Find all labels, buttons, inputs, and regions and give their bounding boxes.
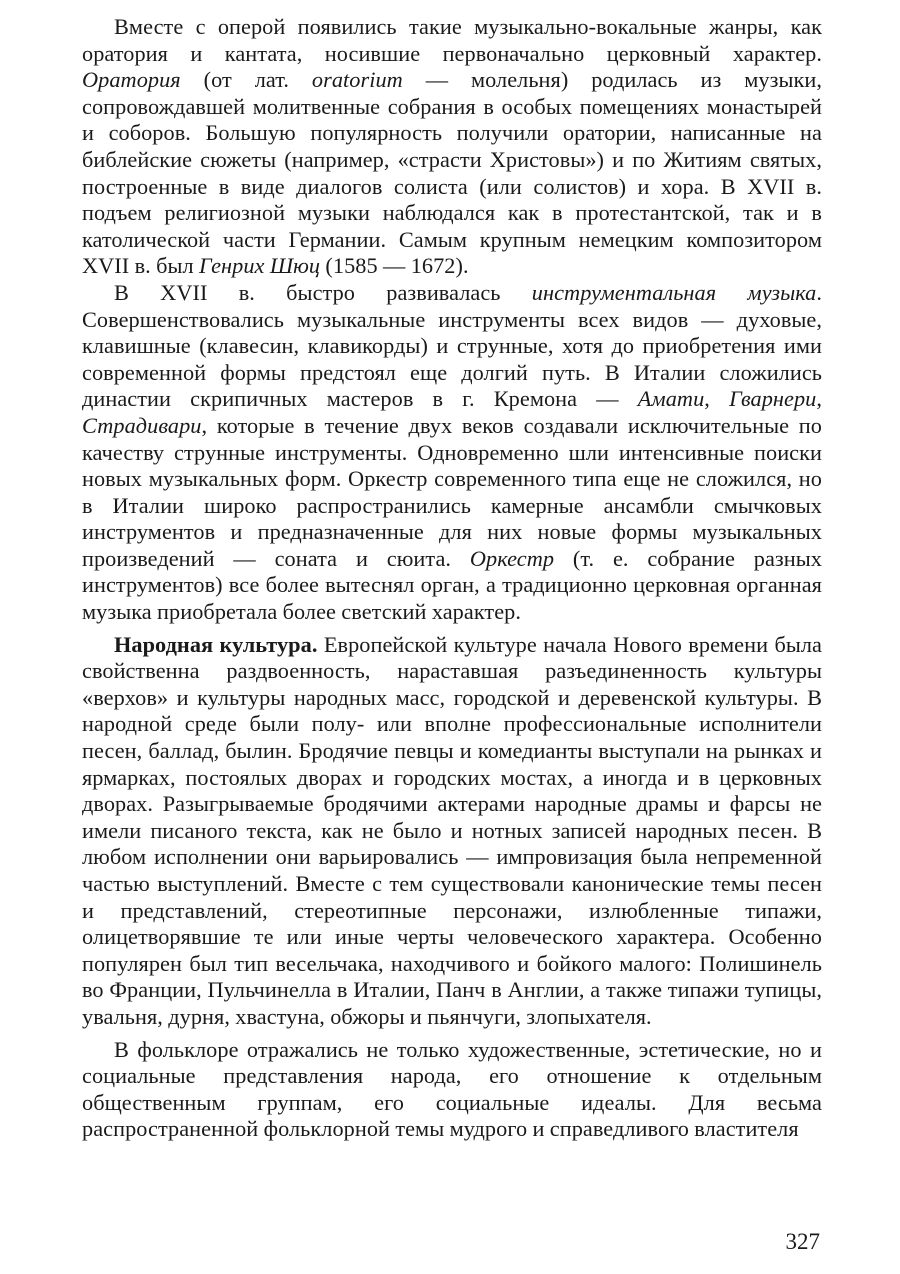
paragraph-folklore [82, 1037, 822, 1143]
text-run: В фольклоре отражались не только художественные, эстетические, но и социальные представления народа, его отношение к отдельным общественным группам, его социальные идеалы. Для весьма распространенной фольклорной темы мудрого и справедливого властителя [82, 1036, 822, 1142]
page-number: 327 [785, 1229, 820, 1254]
text-run: , [816, 386, 822, 412]
section-heading: Народная культура. [114, 631, 318, 657]
text-run: (от лат. [180, 67, 312, 93]
italic-term: Генрих Шюц [199, 253, 321, 279]
text-run: Европейской культуре начала Нового времени была свойственна раздвоенность, нараставшая разъединенность культуры «верхов» и культуры народных масс, городской и деревенской культуры. В народной среде были полу- или вполне профессиональные исполнители песен, баллад, былин. Бродячие певцы и комедианты выступали на рынках и ярмарках, постоялых дворах и городских мостах, а иногда и в церковных дворах. Разыгрываемые бродячими актерами народные драмы и фарсы не имели писаного текста, как не было и нотных записей народных песен. В любом исполнении они варьировались — импровизация была непременной частью выступлений. Вместе с тем существовали канонические темы песен и представлений, стереотипные персонажи, излюбленные типажи, олицетворявшие те или иные черты человеческого характера. Особенно популярен был тип весельчака, находчивого и бойкого малого: Полишинель во Франции, Пульчинелла в Италии, Панч в Англии, а также типажи тупицы, увальня, дурня, хвастуна, обжоры и пьянчуги, злопыхателя. [82, 631, 822, 1029]
paragraph-folk-culture [82, 632, 822, 1031]
page-body [82, 14, 822, 1143]
text-run: , [704, 386, 730, 412]
text-run: , которые в течение двух веков создавали исключительные по качеству струнные инструменты. Одновременно шли интенсивные поиски новых музыкальных форм. Оркестр современного типа еще не сложился, но в Италии широко распространились камерные ансамбли смычковых инструментов и предназначенные для них новые формы музыкальных произведений — соната и сюита. [82, 412, 822, 571]
italic-term: Гварнери [729, 386, 817, 412]
italic-term: oratorium [311, 67, 403, 93]
italic-term: Оратория [82, 67, 181, 93]
italic-term: инструментальная музыка [531, 279, 817, 305]
text-run: В XVII в. быстро развивалась [114, 279, 532, 305]
text-run: . Совершенствовались музыкальные инструменты всех видов — духовые, клавишные (клавесин, клавикорды) и струнные, хотя до приобретения ими современной формы предстоял еще долгий путь. В Италии сложились династии скрипичных мастеров в г. Кремона — [82, 279, 822, 412]
italic-term: Страдивари [82, 412, 202, 438]
text-run: (т. е. собрание разных инструментов) все более вытеснял орган, а традиционно церковная органная музыка приобретала более светский характер. [82, 545, 822, 625]
text-run: (1585 — 1672). [320, 253, 469, 279]
paragraph-instrumental-music [82, 280, 822, 626]
paragraph-oratorio [82, 14, 822, 280]
italic-term: Амати [637, 386, 705, 412]
italic-term: Оркестр [469, 545, 555, 571]
text-run: Вместе с оперой появились такие музыкально-вокальные жанры, как оратория и кантата, носившие первоначально церковный характер. [82, 14, 822, 66]
text-run: — молельня) родилась из музыки, сопровождавшей молитвенные собрания в особых помещениях монастырей и соборов. Большую популярность получили оратории, написанные на библейские сюжеты (например, «страсти Христовы») и по Житиям святых, построенные в виде диалогов солиста (или солистов) и хора. В XVII в. подъем религиозной музыки наблюдался как в протестантской, так и в католической части Германии. Самым крупным немецким композитором XVII в. был [82, 67, 823, 279]
